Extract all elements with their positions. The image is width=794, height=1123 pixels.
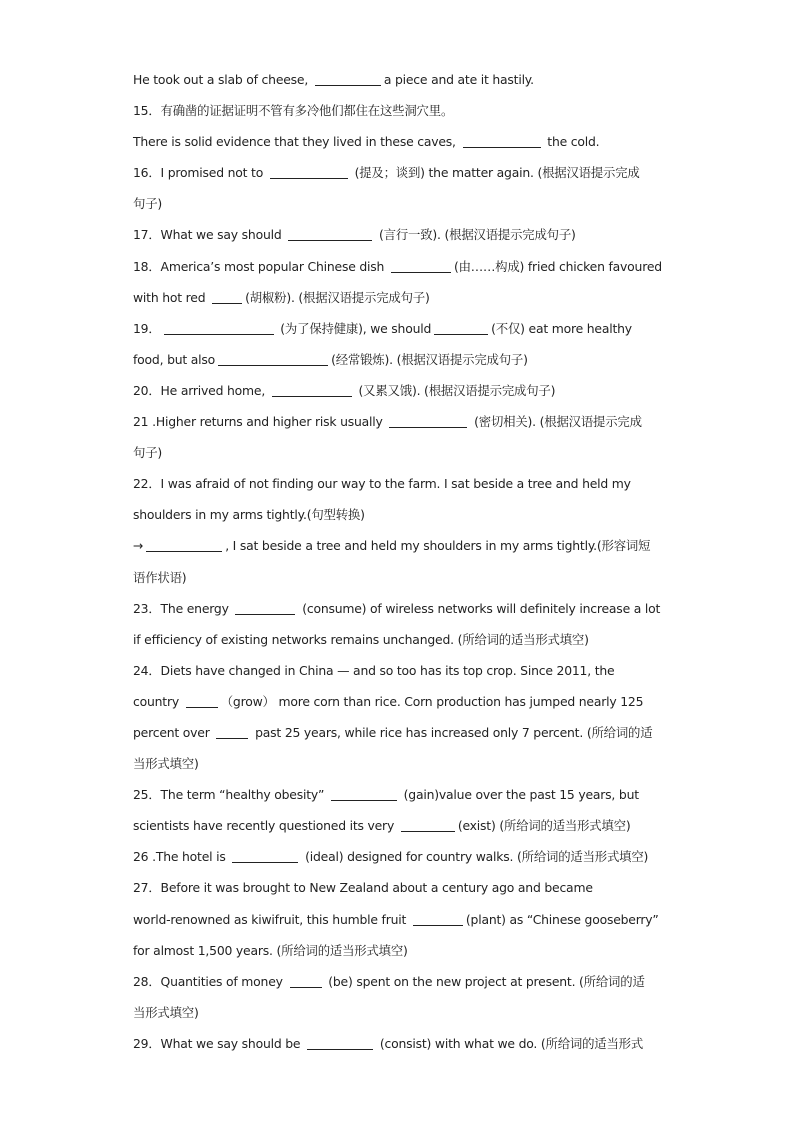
text-segment: (密切相关). (根据汉语提示完成 [470,414,642,430]
text-segment: 28．Quantities of money [133,973,287,989]
answer-blank[interactable] [434,333,488,335]
answer-blank[interactable] [164,333,274,335]
text-segment: 18．America’s most popular Chinese dish [133,258,388,274]
text-segment: （grow） more corn than rice. Corn production has jumped nearly 125 [220,693,644,709]
text-segment: 20．He arrived home, [133,382,269,398]
answer-blank[interactable] [391,271,451,273]
text-segment: food, but also [133,351,216,367]
text-line [133,157,663,188]
answer-blank[interactable] [315,84,381,86]
text-segment: , I sat beside a tree and held my shoulders in my arms tightly.(形容词短 [225,538,651,554]
text-line [133,406,663,437]
text-segment: 23．The energy [133,600,233,616]
text-segment: if efficiency of existing networks remains unchanged. (所给词的适当形式填空) [133,631,589,647]
text-line [133,872,663,903]
text-line [133,188,663,219]
text-segment: past 25 years, while rice has increased only 7 percent. (所给词的适 [251,724,653,740]
text-segment: country [133,693,183,709]
answer-blank[interactable] [270,177,348,179]
text-line [133,64,663,95]
text-line [133,126,663,157]
text-segment: 26 .The hotel is [133,849,230,865]
text-segment: (不仅) eat more healthy [491,320,632,336]
text-line [133,686,663,717]
answer-blank[interactable] [307,1048,373,1050]
text-segment: a piece and ate it hastily. [383,72,534,87]
answer-blank[interactable] [463,146,541,148]
answer-blank[interactable] [272,395,352,397]
text-segment: 当形式填空) [133,756,199,772]
text-segment: for almost 1,500 years. (所给词的适当形式填空) [133,942,408,958]
text-segment: 24．Diets have changed in China — and so too has its top crop. Since 2011, the [133,662,615,678]
answer-blank[interactable] [146,550,222,552]
answer-blank[interactable] [413,924,463,926]
text-line [133,966,663,997]
text-line [133,251,663,282]
text-line [133,344,663,375]
text-segment: (exist) (所给词的适当形式填空) [457,818,631,834]
answer-blank[interactable] [401,830,455,832]
text-line [133,655,663,686]
text-segment: (提及；谈到) the matter again. (根据汉语提示完成 [350,165,640,181]
text-segment: 15．有确凿的证据证明不管有多冷他们都住在这些洞穴里。 [133,103,454,119]
text-segment: 25．The term “healthy obesity” [133,787,328,803]
text-segment: He took out a slab of cheese, [133,72,312,87]
text-line [133,593,663,624]
text-segment: 27．Before it was brought to New Zealand about a century ago and became [133,880,593,896]
answer-blank[interactable] [331,799,397,801]
text-segment: 17．What we say should [133,227,286,243]
text-segment: (由……构成) fried chicken favoured [453,258,662,274]
text-segment: world-renowned as kiwifruit, this humble fruit [133,911,410,927]
text-line [133,468,663,499]
text-line [133,375,663,406]
text-line [133,530,663,561]
answer-blank[interactable] [290,986,322,988]
text-line [133,935,663,966]
text-segment: percent over [133,724,214,740]
answer-blank[interactable] [212,302,242,304]
text-segment: (gain)value over the past 15 years, but [399,787,639,803]
text-segment: 29．What we say should be [133,1035,305,1051]
text-line [133,282,663,313]
text-segment: There is solid evidence that they lived in these caves, [133,134,460,150]
text-segment: 句子) [133,445,163,461]
answer-blank[interactable] [232,861,298,863]
text-line [133,437,663,468]
text-segment: shoulders in my arms tightly.(句型转换) [133,507,365,523]
text-line [133,624,663,655]
text-segment: with hot red [133,289,210,305]
text-segment: 16．I promised not to [133,165,267,181]
text-line [133,313,663,344]
text-segment: 句子) [133,196,163,212]
text-segment: (ideal) designed for country walks. (所给词的适当形式填空) [301,849,649,865]
text-segment: (经常锻炼). (根据汉语提示完成句子) [331,351,528,367]
text-segment: scientists have recently questioned its very [133,818,398,834]
text-segment: 当形式填空) [133,1004,199,1020]
text-line [133,1028,663,1059]
text-segment: (plant) as “Chinese gooseberry” [465,911,659,927]
text-line [133,95,663,126]
text-line [133,562,663,593]
text-line [133,219,663,250]
question-list [133,64,663,1059]
answer-blank[interactable] [235,613,295,615]
text-line [133,717,663,748]
text-line [133,779,663,810]
text-segment: 21 .Higher returns and higher risk usually [133,414,387,430]
text-segment: (be) spent on the new project at present. (所给词的适 [324,973,645,989]
answer-blank[interactable] [216,737,248,739]
text-line [133,904,663,935]
text-segment: 19． [133,320,161,336]
answer-blank[interactable] [288,239,372,241]
text-line [133,748,663,779]
text-segment: (胡椒粉). (根据汉语提示完成句子) [245,289,430,305]
text-segment: (consume) of wireless networks will definitely increase a lot [298,600,661,616]
text-segment: 22．I was afraid of not finding our way to the farm. I sat beside a tree and held my [133,476,631,492]
text-segment: 语作状语) [133,569,187,585]
text-segment: (为了保持健康), we should [276,320,432,336]
text-segment: the cold. [543,134,600,150]
text-line [133,841,663,872]
text-segment: (言行一致). (根据汉语提示完成句子) [375,227,576,243]
text-line [133,997,663,1028]
answer-blank[interactable] [218,364,328,366]
text-line [133,810,663,841]
answer-blank[interactable] [389,426,467,428]
text-segment: (consist) with what we do. (所给词的适当形式 [376,1035,644,1051]
answer-blank[interactable] [186,706,218,708]
text-segment: (又累又饿). (根据汉语提示完成句子) [354,382,556,398]
text-line [133,499,663,530]
text-segment: → [133,538,144,554]
